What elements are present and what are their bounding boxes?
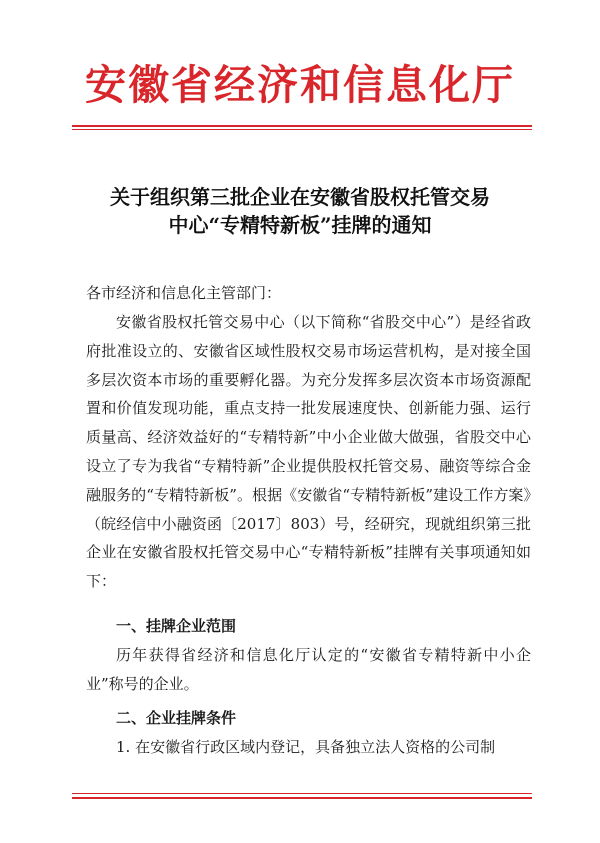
letterhead-rule-thick [72, 125, 532, 127]
footer-rule-thin [72, 793, 532, 794]
letterhead-rule-thin [72, 129, 532, 130]
notice-title-line1: 关于组织第三批企业在安徽省股权托管交易 [110, 185, 490, 209]
section-heading-conditions: 二、企业挂牌条件 [116, 709, 237, 727]
letterhead-title: 安徽省经济和信息化厅 [85, 61, 515, 109]
paragraph-intro: 安徽省股权托管交易中心（以下简称“省股交中心”）是经省政府批准设立的、安徽省区域性股权交易市场运营机构，是对接全国多层次资本市场的重要孵化器。为充分发挥多层次资本市场资源配置和价值发现功能，重点支持一批发展速度快、创新能力强、运行质量高、经济效益好的“专精特新”中小企业做大做强，省股交中心设立了专为我省“专精特新”企业提供股权托管交易、融资等综合金融服务的“专精特新板”。根据《安徽省“专精特新板”建设工作方案》（皖经信中小融资函〔2017〕803）号，经研究，现就组织第三批企业在安徽省股权托管交易中心“专精特新板”挂牌有关事项通知如下： [86, 313, 531, 591]
paragraph-conditions: 1. 在安徽省行政区域内登记，具备独立法人资格的公司制 [116, 738, 496, 756]
notice-title-line2: 中心“专精特新板”挂牌的通知 [168, 213, 432, 237]
footer-rule-thick [72, 797, 532, 799]
section-heading-scope: 一、挂牌企业范围 [116, 617, 237, 635]
paragraph-scope: 历年获得省经济和信息化厅认定的“安徽省专精特新中小企业”称号的企业。 [86, 646, 531, 693]
addressee: 各市经济和信息化主管部门： [86, 284, 282, 302]
